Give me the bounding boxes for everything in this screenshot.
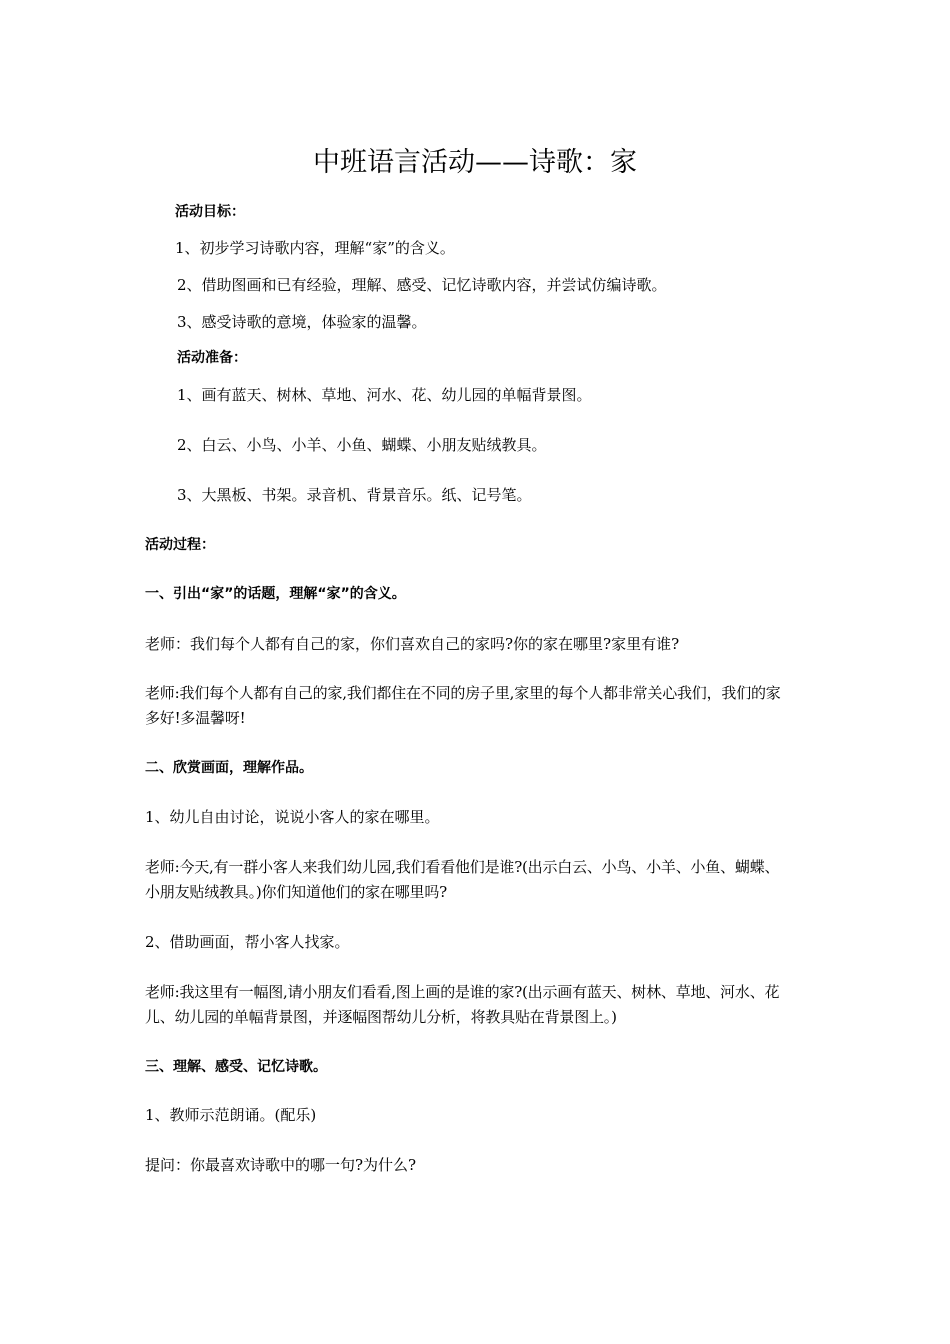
preparation-item-2: 2、白云、小鸟、小羊、小鱼、蝴蝶、小朋友贴绒教具。 xyxy=(177,436,547,454)
section-3-heading: 三、理解、感受、记忆诗歌。 xyxy=(145,1059,327,1075)
goal-item-3: 3、感受诗歌的意境，体验家的温馨。 xyxy=(177,313,427,331)
preparation-item-3: 3、大黑板、书架。录音机、背景音乐。纸、记号笔。 xyxy=(177,486,532,504)
section-1-paragraph-1: 老师：我们每个人都有自己的家，你们喜欢自己的家吗?你的家在哪里?家里有谁? xyxy=(145,635,680,653)
section-3-question-1: 提问：你最喜欢诗歌中的哪一句?为什么? xyxy=(145,1156,417,1174)
section-1-heading: 一、引出“家”的话题，理解“家”的含义。 xyxy=(145,586,406,602)
preparation-heading: 活动准备： xyxy=(177,350,247,366)
section-1-paragraph-2: 老师:我们每个人都有自己的家,我们都住在不同的房子里,家里的每个人都非常关心我们，我们的家多好!多温馨呀! xyxy=(145,684,781,727)
goal-item-1: 1、初步学习诗歌内容，理解“家”的含义。 xyxy=(175,239,455,257)
section-2-paragraph-2: 老师:我这里有一幅图,请小朋友们看看,图上画的是谁的家?(出示画有蓝天、树林、草地、河水、花儿、幼儿园的单幅背景图，并逐幅图帮幼儿分析，将教具贴在背景图上。) xyxy=(145,983,780,1026)
goal-item-2: 2、借助图画和已有经验，理解、感受、记忆诗歌内容，并尝试仿编诗歌。 xyxy=(177,276,667,294)
document-title: 中班语言活动——诗歌：家 xyxy=(313,147,637,178)
process-heading: 活动过程： xyxy=(145,537,215,553)
preparation-item-1: 1、画有蓝天、树林、草地、河水、花、幼儿园的单幅背景图。 xyxy=(177,386,592,404)
section-2-step-1: 1、幼儿自由讨论，说说小客人的家在哪里。 xyxy=(145,808,440,826)
section-2-step-2: 2、借助画面，帮小客人找家。 xyxy=(145,933,350,951)
section-2-paragraph-1: 老师:今天,有一群小客人来我们幼儿园,我们看看他们是谁?(出示白云、小鸟、小羊、小鱼、蝴蝶、小朋友贴绒教具。)你们知道他们的家在哪里吗? xyxy=(145,858,780,901)
section-3-step-1: 1、教师示范朗诵。(配乐) xyxy=(145,1106,317,1124)
goals-heading: 活动目标： xyxy=(175,204,245,220)
section-2-heading: 二、欣赏画面，理解作品。 xyxy=(145,760,313,776)
